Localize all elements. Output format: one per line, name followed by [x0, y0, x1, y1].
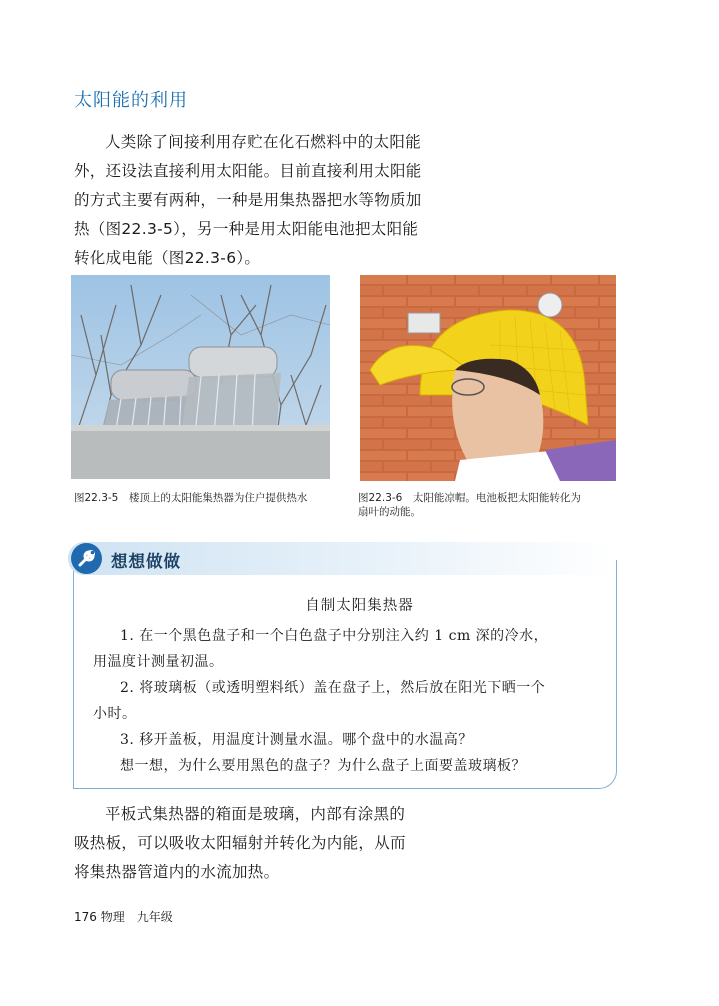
- intro-paragraph: [74, 128, 440, 273]
- outro-line: 吸热板，可以吸收太阳辐射并转化为内能，从而: [74, 834, 406, 852]
- solar-cap-photo: [360, 275, 616, 481]
- activity-line: 用温度计测量初温。: [93, 654, 224, 670]
- activity-line: 3. 移开盖板，用温度计测量水温。哪个盘中的水温高？: [120, 732, 473, 748]
- intro-line: 热（图22.3-5），另一种是用太阳能电池把太阳能: [74, 220, 419, 238]
- activity-line: 想一想，为什么要用黑色的盘子？为什么盘子上面要盖玻璃板？: [120, 758, 526, 774]
- outro-paragraph: [74, 800, 440, 887]
- activity-line: 2. 将玻璃板（或透明塑料纸）盖在盘子上，然后放在阳光下晒一个: [120, 680, 546, 696]
- page-footer: 176 物理 九年级: [74, 910, 173, 924]
- section-title: 太阳能的利用: [74, 90, 188, 111]
- figure-caption: 扇叶的动能。: [358, 506, 421, 518]
- intro-line: 的方式主要有两种，一种是用集热器把水等物质加: [74, 191, 422, 209]
- intro-line: 外，还设法直接利用太阳能。目前直接利用太阳能: [74, 162, 422, 180]
- outro-line: 平板式集热器的箱面是玻璃，内部有涂黑的: [105, 805, 406, 823]
- figure-caption: 图22.3-6 太阳能凉帽。电池板把太阳能转化为: [358, 492, 581, 504]
- activity-line: 1. 在一个黑色盘子和一个白色盘子中分别注入约 1 cm 深的冷水，: [120, 628, 549, 644]
- activity-title: 自制太阳集热器: [305, 598, 414, 614]
- intro-line: 转化成电能（图22.3-6）。: [74, 249, 261, 267]
- activity-header: 想想做做: [111, 552, 181, 571]
- figure-caption: 图22.3-5 楼顶上的太阳能集热器为住户提供热水: [74, 492, 308, 504]
- outro-line: 将集热器管道内的水流加热。: [74, 863, 280, 881]
- wrench-icon: [71, 543, 102, 574]
- activity-line: 小时。: [93, 706, 137, 722]
- intro-line: 人类除了间接利用存贮在化石燃料中的太阳能: [105, 133, 422, 151]
- solar-collector-photo: [71, 275, 330, 479]
